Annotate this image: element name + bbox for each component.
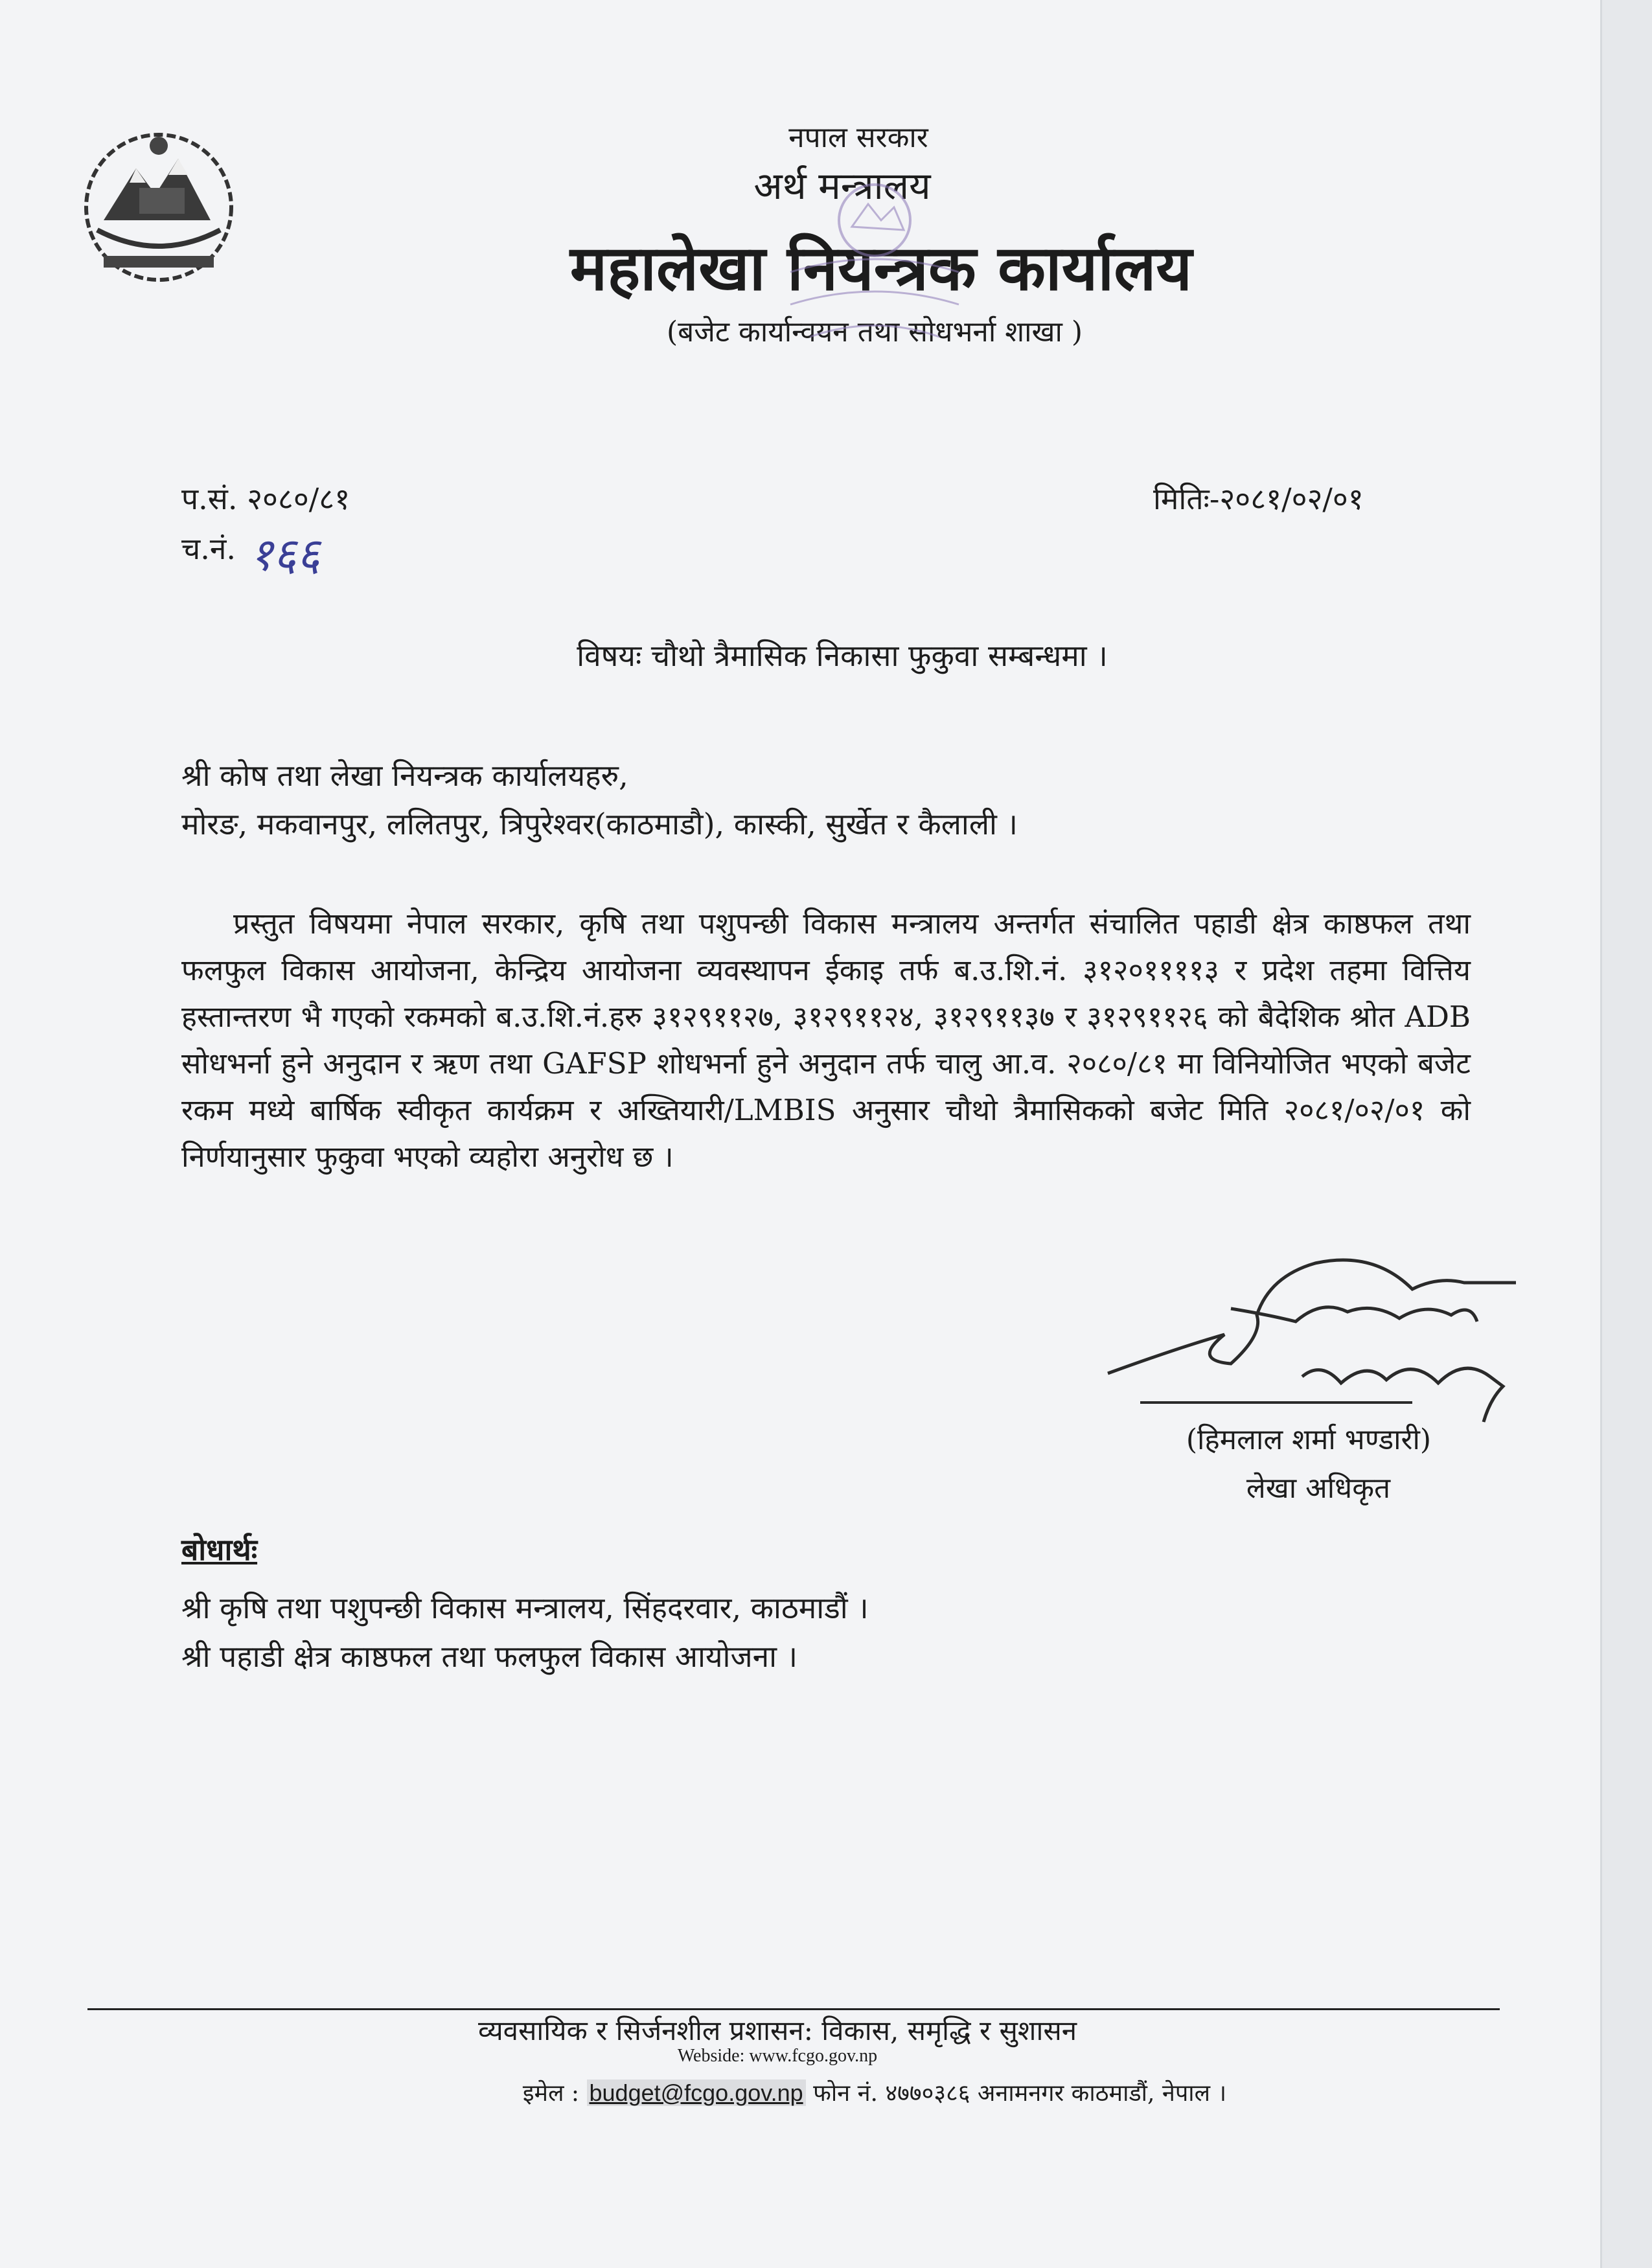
letter-date: मितिः-२०८१/०२/०१ bbox=[1153, 481, 1364, 516]
email-link[interactable]: budget@fcgo.gov.np bbox=[587, 2079, 806, 2106]
letter-body: प्रस्तुत विषयमा नेपाल सरकार, कृषि तथा पशुपन्छी विकास मन्त्रालय अन्तर्गत संचालित पहाडी क्षेत्र काष्ठफल तथा फलफुल विकास आयोजना, केन्द्रिय आयोजना व्यवस्थापन ईकाइ तर्फ ब.उ.शि.नं. ३१२०११११३ र प्रदेश तहमा वित्तिय हस्तान्तरण भै गएको रकमको ब.उ.शि.नं.हरु ३१२९११२७, ३१२९११२४, ३१२९११३७ र ३१२९११२६ को बैदेशिक श्रोत ADB सोधभर्ना हुने अनुदान र ऋण तथा GAFSP शोधभर्ना हुने अनुदान तर्फ चालु आ.व. २०८०/८१ मा विनियोजित भएको बजेट रकम मध्ये बार्षिक स्वीकृत कार्यक्रम र अख्तियारी/LMBIS अनुसार चौथो त्रैमासिकको बजेट मिति २०८१/०२/०१ को निर्णयानुसार फुकुवा भएको व्यहोरा अनुरोध छ । bbox=[181, 906, 1471, 1174]
official-seal-stamp-icon bbox=[764, 175, 985, 369]
scan-edge bbox=[1600, 0, 1652, 2268]
chalani-number: १६६ bbox=[249, 528, 321, 581]
signatory-name: (हिमलाल शर्मा भण्डारी) bbox=[1186, 1423, 1432, 1456]
footer-website: Webside: www.fcgo.gov.np bbox=[677, 2046, 878, 2066]
branch-name: (बजेट कार्यान्वयन तथा सोधभर्ना शाखा ) bbox=[666, 315, 1083, 349]
handwritten-signature-icon bbox=[1101, 1237, 1522, 1425]
office-name: महालेखा नियन्त्रक कार्यालय bbox=[569, 231, 1193, 304]
letter-number: प.सं. २०८०/८१ bbox=[181, 481, 350, 516]
cc-item: श्री कृषि तथा पशुपन्छी विकास मन्त्रालय, सिंहदरवार, काठमाडौं । bbox=[181, 1590, 869, 1625]
email-label: इमेल : bbox=[522, 2080, 587, 2107]
government-name: नपाल सरकार bbox=[788, 121, 928, 154]
letter-subject: विषयः चौथो त्रैमासिक निकासा फुकुवा सम्बन्धमा । bbox=[577, 638, 1108, 673]
footer-contact bbox=[389, 2076, 1360, 2108]
ministry-name: अर्थ मन्त्रालय bbox=[753, 164, 931, 208]
cc-item: श्री पहाडी क्षेत्र काष्ठफल तथा फलफुल विकास आयोजना । bbox=[181, 1639, 798, 1674]
footer-slogan: व्यवसायिक र सिर्जनशील प्रशासन: विकास, समृद्धि र सुशासन bbox=[477, 2015, 1077, 2046]
chalani-label: च.नं. bbox=[181, 531, 236, 566]
footer-divider bbox=[87, 2008, 1500, 2010]
addressee-line-1: श्री कोष तथा लेखा नियन्त्रक कार्यालयहरु, bbox=[181, 758, 628, 793]
phone-address: फोन नं. ४७७०३८६ अनामनगर काठमाडौं, नेपाल । bbox=[805, 2080, 1227, 2107]
signatory-title: लेखा अधिकृत bbox=[1246, 1472, 1391, 1505]
nepal-government-emblem-icon bbox=[58, 123, 259, 292]
cc-heading: बोधार्थः bbox=[181, 1532, 258, 1567]
addressee-line-2: मोरङ, मकवानपुर, ललितपुर, त्रिपुरेश्वर(काठमाडौ), कास्की, सुर्खेत र कैलाली । bbox=[181, 807, 1018, 842]
